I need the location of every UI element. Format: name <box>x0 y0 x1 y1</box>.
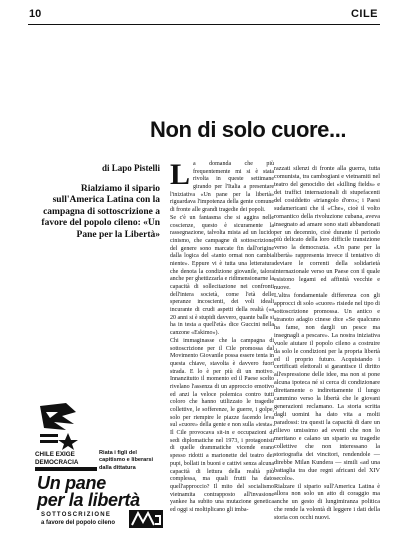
headline: Non di solo cuore... <box>150 117 347 142</box>
section-title: CILE <box>350 8 378 20</box>
movement-logo-icon <box>129 510 163 528</box>
campaign-poster <box>35 400 162 530</box>
body-paragraph: Se c'è un fantasma che si aggira nelle coscienze, questo è sicuramente la rassegnazione, talvolta mista ad un lucido cinismo, che campagne di sottoscrizione del genere sono marcate fin dall'origine dalla logica del «tanto ormai non cambia niente». Eppure vi è tutta una letteratura che denota la condizione giovanile, talora anche per ghettizzarla e ridimensionarne la capacità di sollecitazione nei confronti dell'intera società, come l'età delle speranze incoscienti, dei voli ideali incurante di crudi aspetti della realtà («a 20 anni si è stupidi davvero, quante balle si ha in testa a quell'età» dice Guccini nella canzone «Eskimo»). <box>170 214 274 337</box>
poster-subtitle <box>41 512 121 527</box>
chile-emblem-icon <box>36 400 88 450</box>
poster-bar <box>35 467 97 471</box>
poster-org-line2: DEMOCRACIA <box>35 458 79 466</box>
poster-org-line1: CHILE EXIGE <box>35 451 75 458</box>
body-paragraph: razzati silenzi di fronte alla guerra, tutta comunista, tra cambogiani e vietnamiti nel teatro del genocidio dei «killing fields» e dei traffici internazionali di stupefacenti del cosiddetto «triangolo d'oro»; i Paesi sudamericani che il «Che», cioè il volto romantico della rivoluzione cubana, aveva insegnato ad amare sono stati abbandonati per un decennio, cioè durante il periodo più delicato della loro difficile transizione verso la democrazia. «Un pane per la libertà» rappresenta invece il tentativo di deviare le correnti della solidarietà internazionale verso un Paese con il quale esistono legami ed affinità vecchie e nuove. <box>274 165 380 292</box>
body-paragraph <box>170 158 274 215</box>
poster-slogan-line1: Un pane <box>37 473 106 493</box>
poster-note: Riata i figli del capitismo e liberarsi dalla dittatura <box>99 450 154 471</box>
body-text: a domanda che più frequentemente mi si è stata rivolta in queste settimane girando per l'Italia a presentare l'iniziativa «Un pane per la libertà» riguardava l'impotenza della gente comune di fronte alle grandi tragedie dei popoli. <box>170 161 274 214</box>
poster-org-text <box>35 451 91 466</box>
poster-sub-line2: a favore del popolo cileno <box>41 519 116 526</box>
body-paragraph: Rialzare il sipario sull'America Latina è allora non solo un atto di coraggio ma anche un gesto di lungimiranza politica che rende la volontà di leggere i dati della storia con occhi nuovi. <box>274 482 380 522</box>
byline: di Lapo Pistelli <box>101 163 160 173</box>
poster-slogan-line2: per la libertà <box>37 490 140 510</box>
dropcap: L <box>170 158 191 191</box>
body-column-2 <box>274 165 380 522</box>
body-paragraph: L'altra fondamentale differenza con gli approcci di solo «cuore» risiede nel tipo di sottoscrizione promossa. Un antico e stranoto adagio cinese dice «Se qualcuno ha fame, non dargli un pesce ma insegnagli a pescare». La nostra iniziativa vuole aiutare il popolo cileno a costruire da solo le condizioni per la propria libertà ed il proprio futuro. Acquistando i certificati elettorali si garantisce il diritto all'espressione delle idee, ma non si pone alcuna ipoteca né si cerca di condizionare direttamente o indirettamente il lungo cammino verso la libertà che le giovani generazioni reclamano. La storia scritta dagli uomini ha dato vita a molti paradossi: tra questi la capacità di dare un rilievo umissimo ad eventi che non lo meritano e calano un sipario su tragedie collettive che non interessano la storiografia dei vincitori, rendendole — direbbe Milan Kundera — simili «ad una battaglia tra due regni africani del XIV secolo». <box>274 292 380 482</box>
standfirst: Rialziamo il sipario sull'America Latina con la campagna di sottoscrizione a favore del popolo cileno: «Un Pane per la Libertà» <box>41 184 160 240</box>
body-column-1 <box>170 158 274 515</box>
body-paragraph: Chi immaginasse che la campagna di sottoscrizione per il Cile promossa dal Movimento Giovanile possa essere tenta in questa chiave, stavolta è davvero fuori strada. E lo è per più di un motivo. Innanzitutto il momento ed il Paese scelto rivelano l'assenza di un approccio emotivo ed anzi la veloce polemica contro tutti coloro che hanno utilizzato le tragedie collettive, le sofferenze, le guerre, i golpe, solo per riempire le piazze facendo leva sul «cuore» della gente e non sulla «testa». Il Cile provocava sit-in e occupazioni di sedi diplomatiche nel 1973, i protagonisti di quelle drammatiche vicende erano spesso ridotti a marionette del teatro dei pupi, bollati in buoni e cattivi senza alcuna capacità di lettura della realtà più complessa, ma quali frutti ha dato quell'approccio? Il mito del socialismo vietnamita contrapposto all'invasione yankee ha subito una mutazione genetica ed oggi si moltiplicano gli imba- <box>170 337 274 513</box>
poster-slogan <box>37 475 165 509</box>
page-number: 10 <box>29 8 42 20</box>
header-rule <box>28 24 380 25</box>
poster-sub-line1: SOTTOSCRIZIONE <box>41 512 112 518</box>
